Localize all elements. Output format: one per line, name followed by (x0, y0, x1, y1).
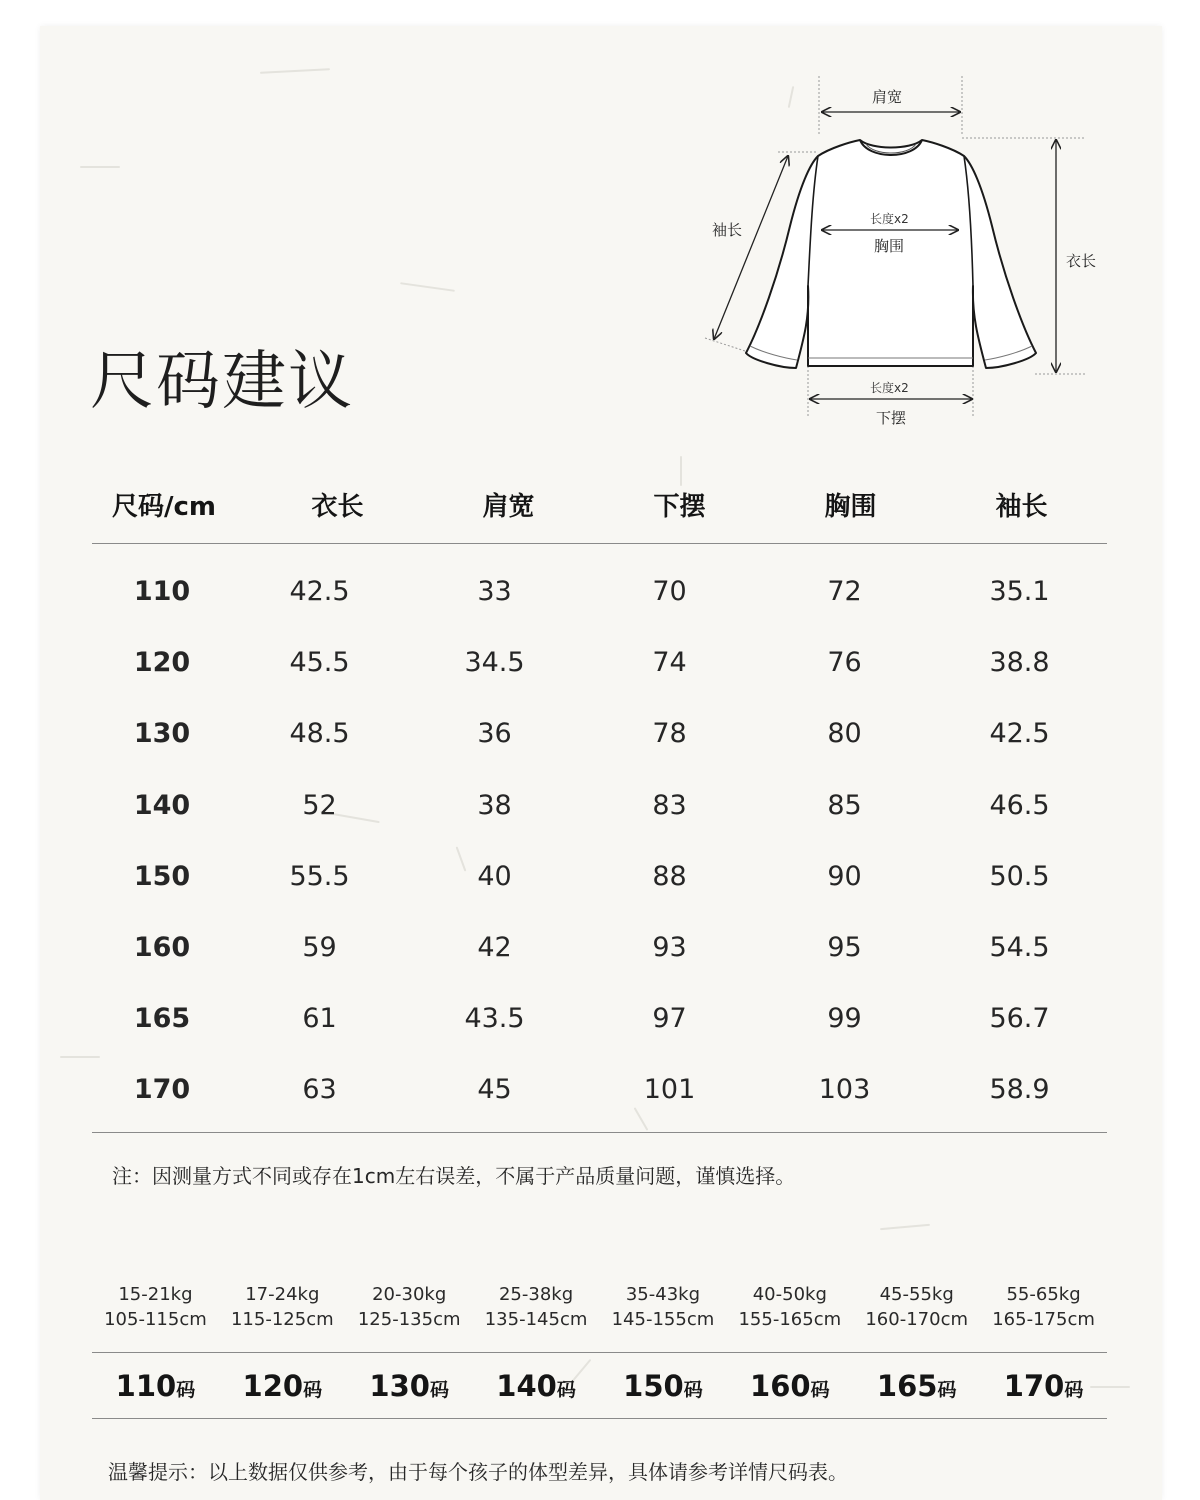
cell-shoulder: 33 (477, 576, 512, 608)
cell-hem: 101 (643, 1074, 696, 1106)
height-range: 105-115cm (104, 1309, 207, 1330)
cell-length: 55.5 (289, 860, 350, 892)
measurement-diagram (700, 76, 1100, 436)
weight-range: 15-21kg (118, 1284, 193, 1305)
cell-length: 48.5 (289, 718, 350, 750)
size-item (92, 1369, 219, 1403)
cell-chest: 99 (827, 1003, 862, 1035)
cell-shoulder: 43.5 (464, 1003, 525, 1035)
range-item (346, 1282, 473, 1352)
cell-hem: 74 (652, 647, 687, 679)
size-item (600, 1369, 727, 1403)
height-range: 115-125cm (230, 1309, 334, 1330)
size-unit: 码 (429, 1378, 449, 1401)
header-length: 衣长 (311, 491, 364, 522)
measurement-note: 注：因测量方式不同或存在1cm左右误差，不属于产品质量问题，谨慎选择。 (112, 1164, 796, 1188)
cell-shoulder: 34.5 (464, 647, 525, 679)
weight-range: 25-38kg (498, 1284, 574, 1305)
cell-shoulder: 42 (477, 932, 512, 964)
cell-sleeve: 46.5 (989, 789, 1050, 821)
range-item (473, 1282, 600, 1352)
size-item (726, 1369, 853, 1403)
cell-length: 63 (302, 1074, 337, 1106)
cell-size: 130 (133, 718, 191, 750)
header-shoulder: 肩宽 (482, 491, 535, 522)
header-hem: 下摆 (653, 491, 706, 522)
weight-range: 20-30kg (372, 1284, 447, 1305)
size-unit: 码 (937, 1378, 957, 1401)
cell-size: 110 (133, 576, 191, 608)
cell-sleeve: 42.5 (989, 718, 1050, 750)
cell-size: 170 (133, 1074, 191, 1106)
height-range: 125-135cm (357, 1309, 461, 1330)
table-row (92, 983, 1107, 1054)
cell-sleeve: 35.1 (989, 576, 1050, 608)
cell-chest: 103 (818, 1074, 871, 1106)
label-shoulder: 肩宽 (872, 88, 903, 106)
size-number: 130 (369, 1368, 430, 1403)
cell-chest: 90 (827, 860, 862, 892)
size-item (219, 1369, 346, 1403)
label-length: 衣长 (1066, 252, 1097, 270)
cell-shoulder: 45 (477, 1074, 512, 1106)
cell-length: 45.5 (289, 647, 350, 679)
height-range: 160-170cm (865, 1309, 968, 1330)
table-row (92, 698, 1107, 769)
size-unit: 码 (683, 1378, 703, 1401)
height-range: 165-175cm (992, 1309, 1095, 1330)
cell-length: 42.5 (289, 576, 350, 608)
cell-hem: 83 (652, 789, 687, 821)
weight-range: 45-55kg (879, 1284, 954, 1305)
size-recommendation (92, 1282, 1107, 1419)
cell-length: 61 (302, 1003, 337, 1035)
size-item (346, 1369, 473, 1403)
cell-chest: 72 (827, 576, 862, 608)
size-unit: 码 (1064, 1378, 1084, 1401)
cell-shoulder: 38 (477, 789, 512, 821)
weight-range: 17-24kg (245, 1284, 320, 1305)
cell-hem: 93 (652, 932, 687, 964)
header-sleeve: 袖长 (995, 491, 1048, 522)
cell-length: 52 (302, 789, 337, 821)
recommendation-ranges (92, 1282, 1107, 1353)
cell-shoulder: 36 (477, 718, 512, 750)
page-title: 尺码建议 (90, 345, 354, 419)
cell-hem: 70 (652, 576, 687, 608)
size-chart-table (92, 465, 1107, 1133)
cell-size: 165 (133, 1003, 191, 1035)
table-row (92, 627, 1107, 698)
range-item (853, 1282, 980, 1352)
size-number: 110 (115, 1368, 177, 1403)
header-chest: 胸围 (824, 491, 877, 522)
cell-hem: 78 (652, 718, 687, 750)
range-item (600, 1282, 727, 1352)
cell-chest: 95 (827, 932, 862, 964)
size-number: 165 (876, 1368, 938, 1403)
cell-sleeve: 38.8 (989, 647, 1050, 679)
range-item (980, 1282, 1107, 1352)
chest-note: 长度x2 (870, 212, 909, 226)
table-row (92, 1054, 1107, 1125)
height-range: 145-155cm (611, 1309, 715, 1330)
cell-chest: 76 (827, 647, 862, 679)
cell-chest: 80 (827, 718, 862, 750)
size-item (980, 1369, 1107, 1403)
cell-hem: 97 (652, 1003, 687, 1035)
range-item (219, 1282, 346, 1352)
cell-shoulder: 40 (477, 860, 512, 892)
cell-sleeve: 54.5 (989, 932, 1050, 964)
size-unit: 码 (176, 1378, 196, 1401)
cell-hem: 88 (652, 860, 687, 892)
size-unit: 码 (556, 1378, 576, 1401)
friendly-tip: 温馨提示：以上数据仅供参考，由于每个孩子的体型差异，具体请参考详情尺码表。 (108, 1460, 848, 1484)
cell-size: 120 (133, 647, 191, 679)
size-item (473, 1369, 600, 1403)
cell-size: 140 (133, 789, 191, 821)
hem-note: 长度x2 (870, 381, 909, 395)
cell-length: 59 (302, 932, 337, 964)
cell-sleeve: 58.9 (989, 1074, 1050, 1106)
cell-size: 150 (133, 860, 191, 892)
size-unit: 码 (303, 1378, 323, 1401)
table-row (92, 841, 1107, 912)
range-item (92, 1282, 219, 1352)
size-item (853, 1369, 980, 1403)
table-body (92, 544, 1107, 1133)
size-number: 170 (1003, 1368, 1065, 1403)
table-row (92, 770, 1107, 841)
table-row (92, 912, 1107, 983)
cell-sleeve: 56.7 (989, 1003, 1050, 1035)
cell-sleeve: 50.5 (989, 860, 1050, 892)
weight-range: 35-43kg (625, 1284, 701, 1305)
size-number: 140 (496, 1368, 557, 1403)
recommendation-sizes (92, 1353, 1107, 1419)
table-row (92, 556, 1107, 627)
weight-range: 40-50kg (752, 1284, 827, 1305)
label-hem: 下摆 (876, 409, 907, 427)
label-chest: 胸围 (874, 237, 905, 255)
size-number: 120 (242, 1368, 304, 1403)
range-item (726, 1282, 853, 1352)
height-range: 155-165cm (738, 1309, 842, 1330)
size-unit: 码 (810, 1378, 830, 1401)
cell-chest: 85 (827, 789, 862, 821)
header-size: 尺码/cm (112, 491, 217, 522)
table-header-row (92, 465, 1107, 544)
label-sleeve: 袖长 (712, 221, 743, 239)
size-number: 160 (750, 1368, 811, 1403)
size-number: 150 (623, 1368, 684, 1403)
weight-range: 55-65kg (1006, 1284, 1081, 1305)
cell-size: 160 (133, 932, 191, 964)
height-range: 135-145cm (484, 1309, 588, 1330)
